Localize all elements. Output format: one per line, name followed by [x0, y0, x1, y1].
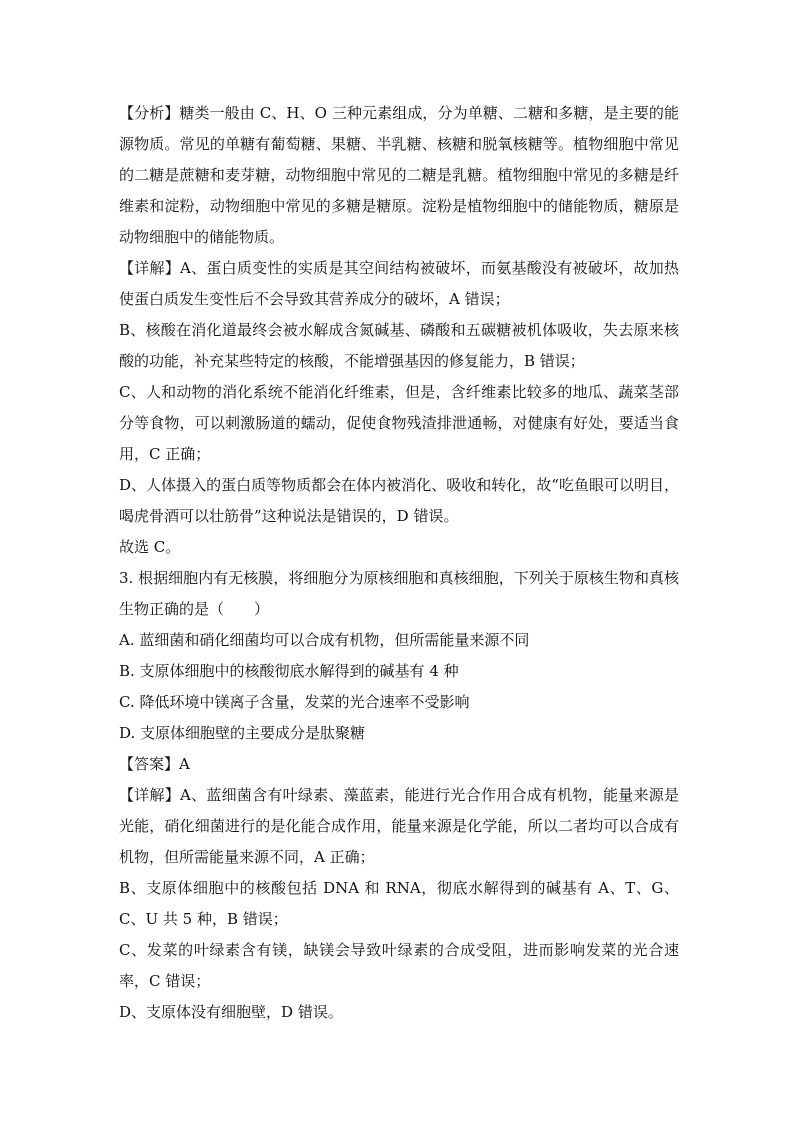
detail-paragraph-b: B、核酸在消化道最终会被水解成含氮碱基、磷酸和五碳糖被机体吸收，失去原来核酸的功能，补充某些特定的核酸，不能增强基因的修复能力，B 错误； — [119, 321, 679, 370]
question-3-detail-a — [119, 780, 679, 873]
q3-detail-a-text: A、蓝细菌含有叶绿素、藻蓝素，能进行光合作用合成有机物，能量来源是光能，硝化细菌进行的是化能合成作用，能量来源是化学能，所以二者均可以合成有机物，但所需能量来源不同，A 正确； — [119, 786, 679, 866]
detail-a-text: A、蛋白质变性的实质是其空间结构被破坏，而氨基酸没有被破坏，故加热使蛋白质发生变性后不会导致其营养成分的破坏，A 错误； — [119, 259, 679, 308]
answer-label: 【答案】 — [119, 755, 180, 773]
detail-paragraph-c: C、人和动物的消化系统不能消化纤维素，但是，含纤维素比较多的地瓜、蔬菜茎部分等食物，可以刺激肠道的蠕动，促使食物残渣排泄通畅，对健康有好处，要适当食用，C 正确； — [119, 383, 679, 463]
question-3-answer — [119, 749, 679, 780]
question-3-option-b: B. 支原体细胞中的核酸彻底水解得到的碱基有 4 种 — [119, 662, 459, 680]
question-3-stem: 3. 根据细胞内有无核膜，将细胞分为原核细胞和真核细胞，下列关于原核生物和真核生物正确的是（ ） — [119, 569, 679, 618]
question-3-detail-d: D、支原体没有细胞壁，D 错误。 — [119, 1003, 343, 1021]
detail-paragraph-a — [119, 253, 679, 315]
question-3-option-c: C. 降低环境中镁离子含量，发菜的光合速率不受影响 — [119, 693, 470, 711]
answer-value: A — [179, 755, 190, 773]
question-3-detail-b: B、支原体细胞中的核酸包括 DNA 和 RNA，彻底水解得到的碱基有 A、T、G、C、U 共 5 种，B 错误； — [119, 879, 679, 928]
detail-label: 【详解】 — [119, 259, 181, 277]
detail-conclusion: 故选 C。 — [119, 538, 181, 556]
document-page — [119, 98, 679, 1028]
detail-label-q3: 【详解】 — [119, 786, 181, 804]
question-3-option-d: D. 支原体细胞壁的主要成分是肽聚糖 — [119, 724, 366, 742]
detail-paragraph-d: D、人体摄入的蛋白质等物质都会在体内被消化、吸收和转化，故“吃鱼眼可以明目，喝虎骨酒可以壮筋骨”这种说法是错误的，D 错误。 — [119, 476, 679, 525]
analysis-label: 【分析】 — [119, 104, 180, 122]
analysis-paragraph — [119, 98, 679, 253]
question-3-detail-c: C、发菜的叶绿素含有镁，缺镁会导致叶绿素的合成受阻，进而影响发菜的光合速率，C 错误； — [119, 941, 679, 990]
question-3-option-a: A. 蓝细菌和硝化细菌均可以合成有机物，但所需能量来源不同 — [119, 631, 530, 649]
analysis-text: 糖类一般由 C、H、O 三种元素组成，分为单糖、二糖和多糖，是主要的能源物质。常见的单糖有葡萄糖、果糖、半乳糖、核糖和脱氧核糖等。植物细胞中常见的二糖是蔗糖和麦芽糖，动物细胞中常见的二糖是乳糖。植物细胞中常见的多糖是纤维素和淀粉，动物细胞中常见的多糖是糖原。淀粉是植物细胞中的储能物质，糖原是动物细胞中的储能物质。 — [119, 104, 679, 246]
